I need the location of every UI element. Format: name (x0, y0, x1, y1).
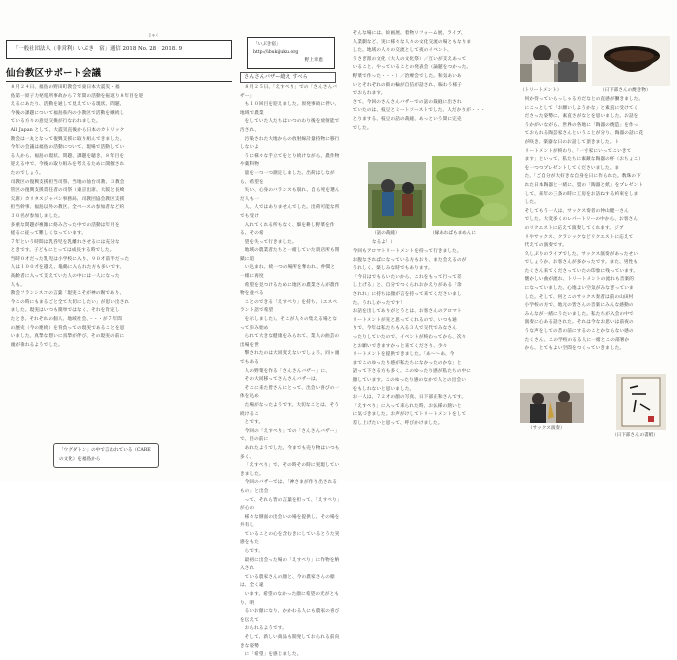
col4-line: でしょうか、お客さんが多かったです。また、男性も (524, 260, 639, 266)
col2-line: 人、人ではありませんでした。出荷可能な所でも受け (240, 205, 340, 219)
col1-line: ３０名が参加しました。 (10, 213, 63, 219)
col1-line: 教会は一丸となって復興支援に取り組んできました。 (10, 136, 125, 142)
col2-line: あれたようでした。今までも売り物はいつも多く、 (240, 445, 340, 460)
header-ruby: じゅく (148, 33, 159, 37)
col4-line: が咲き、楽器な日のお話して頂きました。ト (524, 139, 620, 145)
col2-line: るいお顔になり、かかわる人にも農家の喜びを伝えて (240, 609, 340, 623)
col1-line: 担当幹事、福島以外の教区、全ベースの参加者など約 (10, 205, 125, 211)
col1-line: 経るに従って難しくなっています。 (10, 231, 87, 237)
col4-line: そしてもう一人は、サックス奏者の仲山健一さん (524, 208, 629, 214)
col4-line: リートメントが終わり、「一寸家にいってこいきて (524, 148, 632, 154)
col4-line: を一つつプレゼントしてくださいました。ま (524, 165, 620, 171)
col2-line: 希望を見つけるために地区の農業さんが農作物を並べる (240, 282, 340, 297)
publication-line: 「一般社団法人（非営利）いぶき 宿」通信 2018 No. 28 2018. 9 (13, 46, 183, 52)
col2-line: も１０回目を迎えました。原発事故に伴い、地域で農業 (240, 102, 340, 116)
col3-line: した。地域の人々の交流として夜のイベント、 (352, 48, 452, 54)
col1-line: たのでしょう。 (10, 170, 44, 176)
col1-line: 人も。 (10, 282, 25, 288)
col1-line: 迎える中で、今後の取り組みを考えるために開催され (10, 162, 125, 168)
col3-line: 人業劇など、実に様々な人々の文化交流の場ともなりま (352, 39, 472, 45)
col2-line: 今回の「えすぺり」での「さんさんバザー」で、目の前に (240, 428, 340, 443)
col2-line: い込まれ、続一つの場所を奪われ、仲間と一緒に再度 (240, 265, 336, 280)
col4-line: から、とてもよい空間をつくっていきました。 (524, 346, 625, 352)
col2-line: 地域の農業者たちと一緒していた貴店所も閉鎖に追 (240, 248, 340, 262)
col3b-line: うれしく、楽しみな時でもあります。 (352, 266, 433, 272)
col4-line: リやサックス、クラシックなどリクエストに応えて (524, 234, 634, 240)
col1-line: 高齢者に入って支えていた人の中には一人になった (10, 274, 120, 280)
col1-line: 今この時にもまるごと全て大切にしたい」が思い出され (10, 299, 130, 305)
col1-line: 島第一原子力発電所事故から７年間の活動を振返り８年目を迎 (10, 93, 144, 99)
col4-line: みんなが一緒にうたいました。私たちが入会の中で (524, 311, 634, 317)
col2-line: られて大きな健康をみられて、業人の曲芸の出場を世 (240, 334, 340, 348)
col1-line: All Japan として、大震災直後から日本のカトリック (10, 127, 125, 133)
col1-line: たとき、それぞれの個人、地域社会、・・・が７年間 (10, 317, 122, 323)
col3-line: いること、やっていることの発表会（論題をつかった。 (352, 65, 472, 71)
col3b-line: た。うれしかったです！ (352, 300, 405, 306)
col3b-line: をもしれないと思いました。 (352, 386, 415, 392)
col2-line: うに様々な手立てをとり続けながら、農作物や薬科物 (240, 153, 340, 168)
col4-line: れた日本陶器と一緒に、畳の「陶器と紙」をプレゼント (524, 182, 644, 188)
col4-line: でした。大変多くのレパートリーの中から、お客さん (524, 217, 639, 223)
col2-line: 汚染された大地からの放射線計量持物に移行しないよ (240, 136, 340, 151)
caption-saxophone: （サックス演奏） (528, 426, 565, 431)
col2-line: 量を一つ一つ測定しました。出荷はしながら、希望を (240, 170, 335, 185)
col4-line: にこっとして「お願いしようかな」と素直に受けてく (524, 105, 639, 111)
col3-line: ていたのは、枝豆とミートソーストでした。人だかりが・・・ (352, 108, 486, 114)
col4-line: 小学校の方で、地元の皆さんの音楽にみんな感動の (524, 303, 634, 309)
publication-header (6, 40, 232, 59)
col2-line: ている農家さんの顔と、今の農家さんの顔は、全く違 (240, 574, 335, 589)
col4-line: 代えての演奏です。 (524, 243, 567, 249)
col2-line: 望を失って行きました。 (244, 239, 297, 245)
col4-line: た、「ご自分が大好きな自身を日に作られた。数珠の下 (524, 174, 641, 180)
col3b-line: に気づきました。お声がけしてトリートメントをして (352, 412, 467, 418)
col1-line: 人は１００才を越え、亀鶴に入られた方も多いです。 (10, 265, 125, 271)
col3b-line: 差し上げたいと思って、呼びかけました。 (352, 420, 443, 426)
col4-line: うかがいながら、世界の各地に「陶器の焼造」を作っ (524, 122, 639, 128)
col1-line: 今年の会議は福島の活動について、現場で活動してい (10, 145, 125, 151)
caption-calligraphy: （日下部さんの書紙） (612, 433, 658, 438)
col3b-line: までこのゆったり感が私たちになかったのかな」と (352, 360, 462, 366)
col2-line: その大同移ってさんさんバザーは、 (244, 377, 321, 383)
col3-line: うさぎ派の文化（大人の文化祭）／互いが支えあって (352, 56, 467, 62)
callout-text: 「ウグダトン」の中で言われている（CARE の文化）を福島から (59, 448, 151, 462)
col1-line: 頭が垂れるようでした。 (10, 342, 63, 348)
col1-line: ７年という時間は乳呑児を乳離れさせるには充分な (10, 239, 120, 245)
col1-line: ました。現実はいつも簡単ではなく、それを肯定し (10, 308, 120, 314)
col4-line: 演奏に心ある話された。それは今なお思いは前夜の (524, 320, 634, 326)
col2-line: を示しました）。そこが人々の集える場となって歩み始め (240, 317, 338, 331)
treatment-photo-image (520, 36, 586, 82)
col3-line: 野菜で作った・・・）／治療会でした。和気あいあ (352, 73, 462, 79)
col4-line: 何か待っていらっしゃる方だなとの直感が働きました。 (524, 97, 644, 102)
caption-treatment: （トリートメント） (520, 88, 562, 93)
col4-line: ておられる陶芸家さんということが分り、陶器の話に花 (524, 131, 644, 137)
col3b-line: とお願いできますかっと来てくださり、少々 (352, 343, 448, 349)
column-1 (6, 84, 234, 350)
col4-line: 久しぶりのライブでした。サックス演奏があったせい (524, 251, 639, 257)
col4-line: たくさん来てくださっていたの印象に残っています。 (524, 268, 639, 274)
col2-line: らです。 (244, 549, 264, 555)
column-3-top (348, 30, 510, 133)
pottery-photo-image (592, 36, 670, 86)
col2-line: をしていた人たちはいつのわり後を放射能で汚され、 (240, 119, 340, 133)
caption-edamame-note-2: なるよ！） (372, 240, 395, 245)
col3b-line: お話を出してありがとうとは、お客さんのアロマト (352, 309, 462, 315)
saxophone-photo-image (520, 379, 584, 423)
col3b-line: されれ」に持ちは顔が言を持って来てくださいまし (352, 291, 462, 297)
col3b-line: 今回もアロマトリートメントを持って行きました。 (352, 249, 462, 254)
col2-line: おられるようです。 (244, 626, 287, 632)
col1-line: 当時０才だった乳児は小学校に入り、９０才前半だった (10, 256, 130, 262)
photo-calligraphy (616, 374, 666, 430)
caption-pottery: （日下部さんの焼き物） (600, 88, 651, 93)
photo-stall (368, 162, 426, 228)
col1-line: いました。真摯な想いに真摯が伴び、その現実の前に (10, 334, 125, 340)
col1-line: 欠席）カリタスジャパン事務局、司教団協会教区支援 (10, 196, 125, 202)
col1-line: 今後の課題について福島県内の小教区で活動を継続し (10, 110, 125, 116)
col3b-line: リートメントを提供できました。「あ～～あ、今 (352, 352, 455, 358)
col4-line: うな声をしての昔の前にするのことかならない感の (524, 329, 634, 335)
stall-photo-image (368, 162, 426, 228)
section-subheading: さんさんバザー縫え すべら (240, 72, 336, 83)
col3b-line: 顔しています。このゆったり感のなかで人との出会い (352, 377, 467, 383)
col1-line: ている方々の意見交換が行なわれました。 (10, 119, 101, 125)
col1-line: 多重な問題が複雑に絡み合った中での活動は年月を (10, 222, 120, 228)
col2-line: そこに来た皆さんにとって、出会い喜びの一体を込め (240, 385, 340, 400)
col1-line: の歴史（今の連続）を背負っての現実であることを思 (10, 325, 125, 331)
photo-treatment (520, 36, 586, 82)
col3-line: でした。 (352, 125, 372, 131)
col4-line: 懐かしい曲が流れ、トリートメントの流れも音楽的 (524, 277, 634, 283)
col4-line: のリクエストに応えて演奏してくれます。ジブ (524, 225, 624, 231)
col4-line: たくさん、この学校のるる人に一緒とこの部署か (524, 337, 630, 343)
site-url[interactable]: http://ibukijuku.org (253, 50, 299, 55)
col2-line: 失い、心身のバランスも崩れ、自ら死を選んだ人も一 (240, 188, 340, 202)
col2-line: って、それら皆の言葉を担って、「えすぺり」が心の (240, 497, 340, 512)
col3b-line: リートメントが先と思ってくれるので、いつも通 (352, 317, 457, 323)
col1-line: えるにあたり、活動を通して見えている現状、問題、 (10, 102, 125, 108)
edamame-photo-image (432, 156, 512, 226)
col4-line: して、来年の三条の時に工房をお訪ねする約束をしま (524, 191, 639, 197)
col2-line: 「えすぺり」で、その時その時に実現していきました。 (240, 463, 340, 477)
col3-line: でおられます。 (352, 91, 386, 97)
col2-line: 入れてくれる所もなく、畑を耕し野菜を作る、その希 (240, 222, 335, 237)
col3b-line: 語って下さる方も多く、このゆったり感が私たちの中に (352, 369, 472, 375)
callout-box (53, 443, 159, 468)
site-info-box (247, 37, 335, 69)
col4-line: した。 (524, 200, 539, 206)
col3b-line: し上げる」と、自分でつくられおかえりがある「余 (352, 283, 462, 289)
col2-line: 撃されたのは大同変えないでしょう。同ヶ頭でもある (240, 351, 340, 365)
col2-line: とです。 (244, 420, 264, 426)
col3-line: さて、今回のさんさんバザーでの話の裁縫に出され (352, 99, 462, 105)
photo-edamame (432, 156, 512, 226)
col2-line: ていることの心を含むきにしているとうた実感をもた (240, 531, 340, 546)
col4-line: になっていました。心地よい空気がみなぎっていま (524, 286, 634, 292)
col3b-line: りで、今年は私たちも入る３人で交代でみなさん (352, 326, 457, 332)
page-title: 仙台教区サポート会議 (6, 67, 232, 82)
col3-line: そんな場には、絵画展、着物リフォーム展、ライブ、 (352, 31, 466, 36)
col1-line: ８月２４日、福島の野田町教会で東日本大震災・福 (10, 85, 120, 90)
caption-edamame-note: （縁あればもまめんに (430, 231, 476, 236)
col3b-line: ったりしていたので、イベントが終わってから、次々 (352, 334, 467, 340)
col2-line: に「希望」を感じました。 (244, 652, 302, 658)
col3b-line: 「えすぺり」に入って来られた時、お仏様の熱いと (352, 403, 462, 409)
col4-line: ださった姿勢に、素直さがなとを思いました。お話を (524, 114, 639, 120)
col3b-line: お腹なさればになっている方もおり、また会えるのが (352, 257, 467, 263)
col1-line: 司教区の復興支援担当司祭、当地の仙台司教、３教会 (10, 179, 125, 185)
col2-line: 最初に出会った場の「えすぺり」に作物を納入され (240, 557, 340, 572)
col2-line: ことのできる「えすぺり」を持ち、（エスペラント語で希望 (240, 299, 338, 314)
calligraphy-photo-image (616, 374, 666, 430)
col1-line: ときです。子どもにとっては成長する時でした。 (10, 248, 115, 254)
col1-line: 管区の復興支援責任者の司祭（東京出席、大阪と長崎 (10, 188, 125, 194)
col2-line: 人の野菜を作る「さんさんバザー」に、 (244, 368, 330, 374)
caption-edamame-sale: （話の裁縫） (372, 231, 400, 236)
col2-line: 様々な側面の出会いの場を提供し、その場を共有し (240, 514, 340, 529)
col4-line: ます」といって、私たちに素敵な陶器の杯（おちょこ） (524, 157, 644, 163)
author-name: 野上幸恵 (304, 58, 323, 63)
site-name: 「いぶき宿」 (253, 42, 281, 47)
col2-line: た場がなったようです。大切なことは、そう続けるこ (240, 402, 340, 417)
col2-line: います。希望のなかった顔に希望の光がともり、明 (240, 592, 340, 606)
photo-pottery (592, 36, 670, 86)
photo-saxophone (520, 379, 584, 423)
col2-line: そして、新しい商品も開発しておられる前向きな姿勢 (240, 635, 340, 649)
col3-line: いとそれぞれの街の輪が自信が話され、賑わう様子 (352, 82, 462, 88)
col3-line: とりまする、枝豆の話の裁縫、あっという間に完売 (352, 116, 462, 122)
column-3-bottom (348, 248, 510, 428)
column-2 (240, 84, 340, 660)
column-4 (520, 96, 672, 354)
col3b-line: お一人は、７２才の顔の写真、日下部正和さんです。 (352, 395, 467, 401)
col1-line: る人から、福島の現状、問題、課題を聴き、８年目を (10, 153, 125, 159)
col2-line: 今回のバザーでは、「神さまが作り出されるもの」と出会 (240, 480, 338, 494)
col1-line: 教会フランシスコの言葉「現実こそが神の賜であり、 (10, 291, 125, 297)
col3b-line: 「今日はでもらいたいから、これをもって行って差 (352, 274, 462, 280)
col4-line: した。そして、何とこのサックス奏者は前の山田村 (524, 294, 634, 300)
col2-line: ８月２５日、「えすぺり」での「さんさんバザー」 (240, 85, 338, 99)
